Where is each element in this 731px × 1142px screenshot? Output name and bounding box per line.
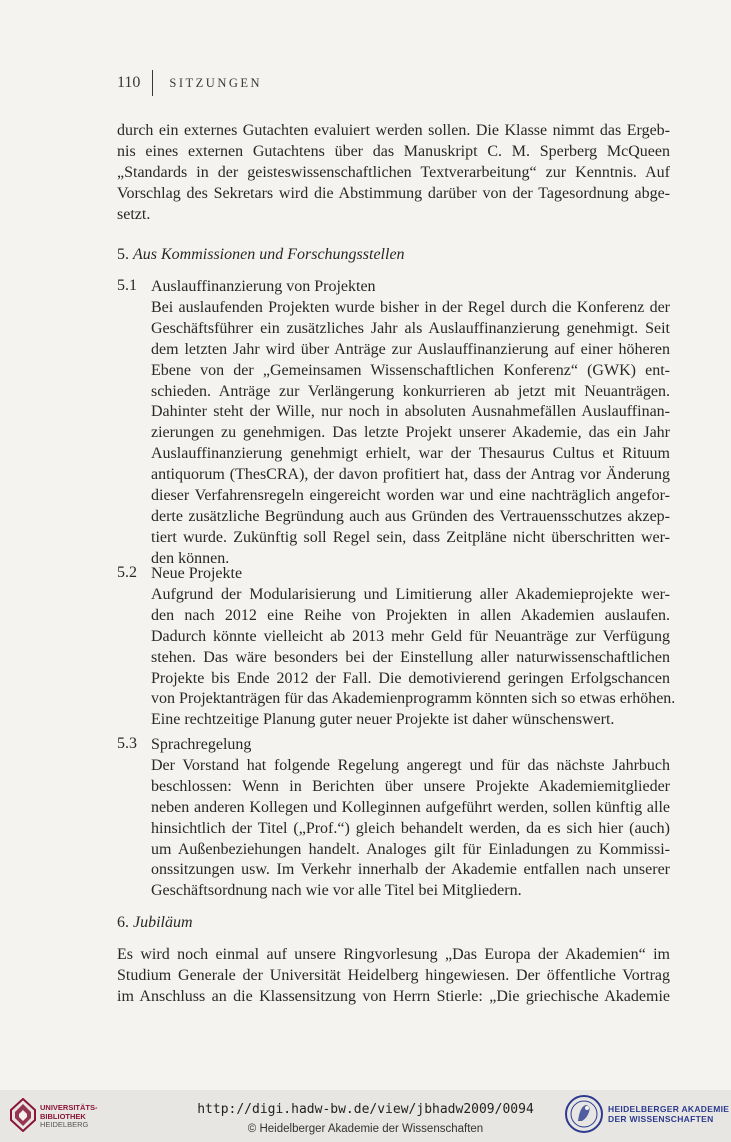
text-line: im Anschluss an die Klassensitzung von Herrn Stierle: „Die griechische Akademie (117, 987, 670, 1005)
text-line: tiert wurde. Zukünftig soll Regel sein, dass Zeitpläne nicht überschritten wer- (151, 528, 670, 546)
library-name-line: HEIDELBERG (40, 1120, 89, 1129)
text-line: den nach 2012 eine Reihe von Projekten in allen Akademien auslaufen. (151, 606, 670, 624)
page-number: 110 (117, 74, 141, 91)
text-line: Eine rechtzeitige Planung guter neuer Projekte ist daher wünschenswert. (151, 711, 615, 729)
subsection-5-1-body (151, 277, 670, 570)
academy-name-line: HEIDELBERGER AKADEMIE (608, 1104, 730, 1114)
text-line: Studium Generale der Universität Heidelberg hingewiesen. Der öffentliche Vortrag (117, 966, 670, 984)
text-line: Dadurch könnte vielleicht ab 2013 mehr Geld für Neuanträge zur Verfügung (151, 627, 670, 645)
text-line: um Außenbeziehungen handelt. Analoges gilt für Einladungen zu Kommissi- (151, 840, 670, 858)
text-line: Projekte bis Ende 2012 der Fall. Die demotivierend geringen Erfolgschancen (151, 669, 670, 687)
academy-name (608, 1104, 729, 1124)
text-line: setzt. (117, 205, 151, 223)
section-6-paragraph (117, 945, 670, 1008)
text-line: hinsichtlich der Titel („Prof.“) gleich behandelt werden, da es sich hier (auch) (151, 819, 670, 837)
text-line: stehen. Das wäre besonders bei der Einstellung aller naturwissenschaftlichen (151, 648, 670, 666)
subsection-title: Sprachregelung (151, 736, 252, 753)
section-5-heading (117, 246, 405, 264)
academy-name-line: DER WISSENSCHAFTEN (608, 1114, 714, 1124)
subsection-5-1-label: 5.1 (117, 277, 137, 294)
text-line: Geschäftsführer ein zusätzliches Jahr als Auslauffinanzierung genehmigt. Seit (151, 319, 670, 337)
text-line: Ebene von der „Gemeinsamen Wissenschaftlichen Konferenz“ (GWK) ent- (151, 361, 670, 379)
text-line: beschlossen: Wenn in Berichten über unsere Projekte Akademiemitglieder (151, 777, 670, 795)
text-line: den können. (151, 549, 230, 567)
text-line: „Standards in der geisteswissenschaftlichen Textverarbeitung“ zur Kenntnis. Auf (117, 163, 670, 181)
library-name-line: UNIVERSITÄTS- (40, 1103, 98, 1112)
subsection-title: Neue Projekte (151, 565, 243, 582)
running-head: SITZUNGEN (169, 75, 263, 90)
header-divider (152, 70, 153, 96)
text-line: zierungen zu genehmigen. Das letzte Projekt unserer Akademie, das ein Jahr (151, 424, 670, 442)
text-line: dem letzten Jahr wird über Anträge zur Auslauffinanzierung auf einer höheren (151, 340, 670, 358)
text-line: Aufgrund der Modularisierung und Limitierung aller Akademieprojekte wer- (151, 585, 670, 603)
text-line: neben anderen Kollegen und Kolleginnen aufgeführt werden, sollen künftig alle (151, 798, 670, 816)
document-url-link[interactable]: http://digi.hadw-bw.de/view/jbhadw2009/0094 (197, 1102, 534, 1117)
section-title: Aus Kommissionen und Forschungsstellen (133, 246, 405, 263)
text-line: schieden. Anträge zur Verlängerung konkurrieren ab jetzt mit Neuanträgen. (151, 382, 670, 400)
intro-paragraph (117, 121, 670, 226)
text-line: Bei auslaufenden Projekten wurde bisher in der Regel durch die Konferenz der (151, 298, 670, 316)
text-line: nis eines externen Gutachtens über das Manuskript C. M. Sperberg McQueen (117, 142, 670, 160)
text-line: durch ein externes Gutachten evaluiert werden sollen. Die Klasse nimmt das Ergeb- (117, 122, 670, 139)
copyright-notice: © Heidelberger Akademie der Wissenschaften (247, 1123, 484, 1135)
text-line: Dahinter steht der Wille, nur noch in absoluten Ausnahmefällen Auslauffinan- (151, 403, 670, 421)
library-name-line: BIBLIOTHEK (40, 1111, 86, 1121)
academy-seal-icon (564, 1094, 604, 1134)
text-line: Es wird noch einmal auf unsere Ringvorlesung „Das Europa der Akademien“ im (117, 946, 670, 963)
text-line: Auslauffinanzierung genehmigt erhielt, war der Thesaurus Cultus et Rituum (151, 445, 670, 463)
text-line: onssitzungen usw. Im Verkehr innerhalb der Akademie entfallen nach unserer (151, 861, 670, 879)
section-title: Jubiläum (133, 914, 193, 931)
subsection-5-2-label: 5.2 (117, 564, 137, 581)
text-line: Geschäftsordnung nach wie vor alle Titel bei Mitgliedern. (151, 882, 522, 900)
text-line: derte zusätzliche Begründung auch aus Gründen des Vertrauensschutzes akzep- (151, 507, 670, 525)
section-number: 6. (117, 914, 129, 931)
subsection-5-3-label: 5.3 (117, 735, 137, 752)
subsection-title: Auslauffinanzierung von Projekten (151, 278, 376, 295)
subsection-5-2-body (151, 564, 676, 731)
text-line: Vorschlag des Sekretars wird die Abstimmung darüber von der Tagesordnung abge- (117, 184, 670, 202)
page-header (117, 70, 262, 96)
text-line: antiquorum (ThesCRA), der davon profitiert hat, dass der Antrag vor Änderung (151, 466, 670, 484)
subsection-5-3-body (151, 735, 670, 902)
text-line: Der Vorstand hat folgende Regelung angeregt und für das nächste Jahrbuch (151, 756, 670, 774)
text-line: dieser Verfahrensregeln eingereicht worden war und eine nachträglich angefor- (151, 487, 670, 505)
text-line: von Projektanträgen für das Akademienprogramm könnten sich so etwas erhöhen. (151, 690, 676, 708)
section-6-heading (117, 914, 193, 932)
section-number: 5. (117, 246, 129, 263)
